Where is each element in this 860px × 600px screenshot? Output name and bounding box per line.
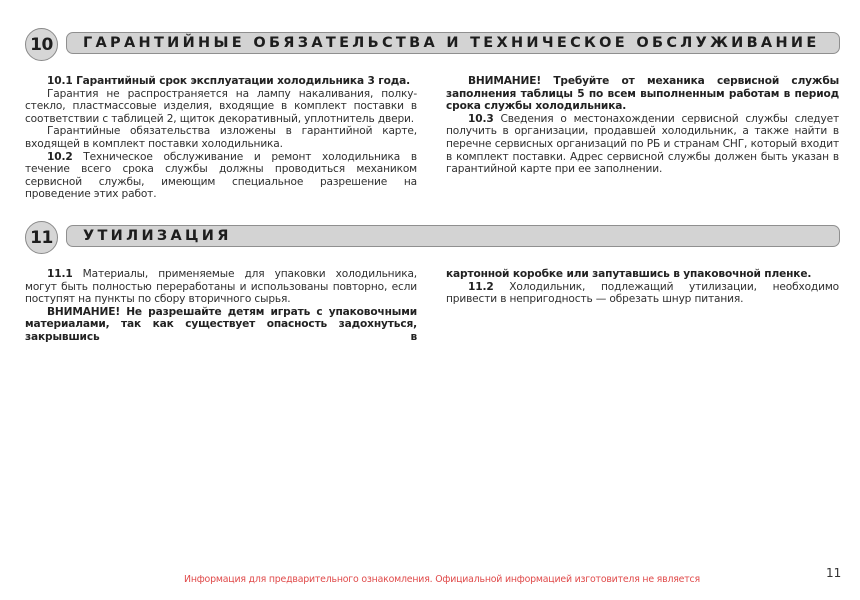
section-10-left-column bbox=[25, 75, 417, 201]
clause-number: 10.3 bbox=[468, 112, 494, 125]
clause-number: 11.1 bbox=[47, 268, 73, 280]
paragraph-10-3 bbox=[446, 113, 839, 176]
clause-number: 11.2 bbox=[468, 280, 494, 293]
section-10-right-column bbox=[446, 75, 839, 176]
clause-text: Сведения о местонахождении сервисной службы следует получить в организации, продавшей холодильник, а также найти в перечне сервисных организаций по РБ и странам СНГ, который входит в комплект поставки. Адрес сервисной службы должен быть указан в гарантийной карте при ее заполнении. bbox=[446, 112, 839, 176]
section-11-header bbox=[25, 221, 840, 255]
section-title: ГАРАНТИЙНЫЕ ОБЯЗАТЕЛЬСТВА И ТЕХНИЧЕСКОЕ ОБСЛУЖИВАНИЕ bbox=[83, 35, 820, 51]
section-title-bar bbox=[66, 225, 840, 247]
warning-packaging: ВНИМАНИЕ! Не разрешайте детям играть с упаковочными материалами, так как существует опасность задохнуться, закрывшись в bbox=[25, 305, 417, 343]
section-11-left-column bbox=[25, 268, 417, 344]
paragraph-11-2 bbox=[446, 281, 839, 306]
warning-service-table: ВНИМАНИЕ! Требуйте от механика сервисной службы заполнения таблицы 5 по всем выполненным работам в период срока службы холодильника. bbox=[446, 75, 839, 113]
paragraph-10-1-heading: 10.1 Гарантийный срок эксплуатации холодильника 3 года. bbox=[47, 75, 411, 87]
section-10-header bbox=[25, 28, 840, 62]
clause-text: Холодильник, подлежащий утилизации, необходимо привести в непригодность — обрезать шнур питания. bbox=[446, 280, 839, 306]
clause-text: Техническое обслуживание и ремонт холодильника в течение всего срока службы должны проводиться механиком сервисной службы, имеющим специальное разрешение на проведение этих работ. bbox=[25, 150, 417, 201]
paragraph-warranty-card: Гарантийные обязательства изложены в гарантийной карте, входящей в комплект поставки холодильника. bbox=[25, 125, 417, 150]
paragraph-warranty-exclusions: Гарантия не распространяется на лампу накаливания, полку-стекло, пластмассовые изделия, входящие в комплект поставки в соответствии с таблицей 2, щиток декоративный, уплотнитель двери. bbox=[25, 87, 417, 125]
section-title-bar bbox=[66, 32, 840, 54]
clause-number: 10.2 bbox=[47, 150, 73, 163]
warning-packaging-continued: картонной коробке или запутавшись в упаковочной пленке. bbox=[446, 268, 812, 280]
preliminary-info-disclaimer: Информация для предварительного ознакомления. Официальной информацией изготовителя не является bbox=[184, 574, 700, 585]
page-number: 11 bbox=[826, 566, 842, 580]
clause-text: Материалы, применяемые для упаковки холодильника, могут быть полностью переработаны и использованы повторно, если поступят на пункты по сбору вторичного сырья. bbox=[25, 268, 417, 306]
paragraph-10-2 bbox=[25, 151, 417, 201]
section-number-badge: 11 bbox=[25, 221, 58, 254]
paragraph-11-1 bbox=[25, 268, 417, 306]
section-11-right-column bbox=[446, 268, 839, 306]
section-number-badge: 10 bbox=[25, 28, 58, 61]
section-title: УТИЛИЗАЦИЯ bbox=[83, 228, 232, 244]
